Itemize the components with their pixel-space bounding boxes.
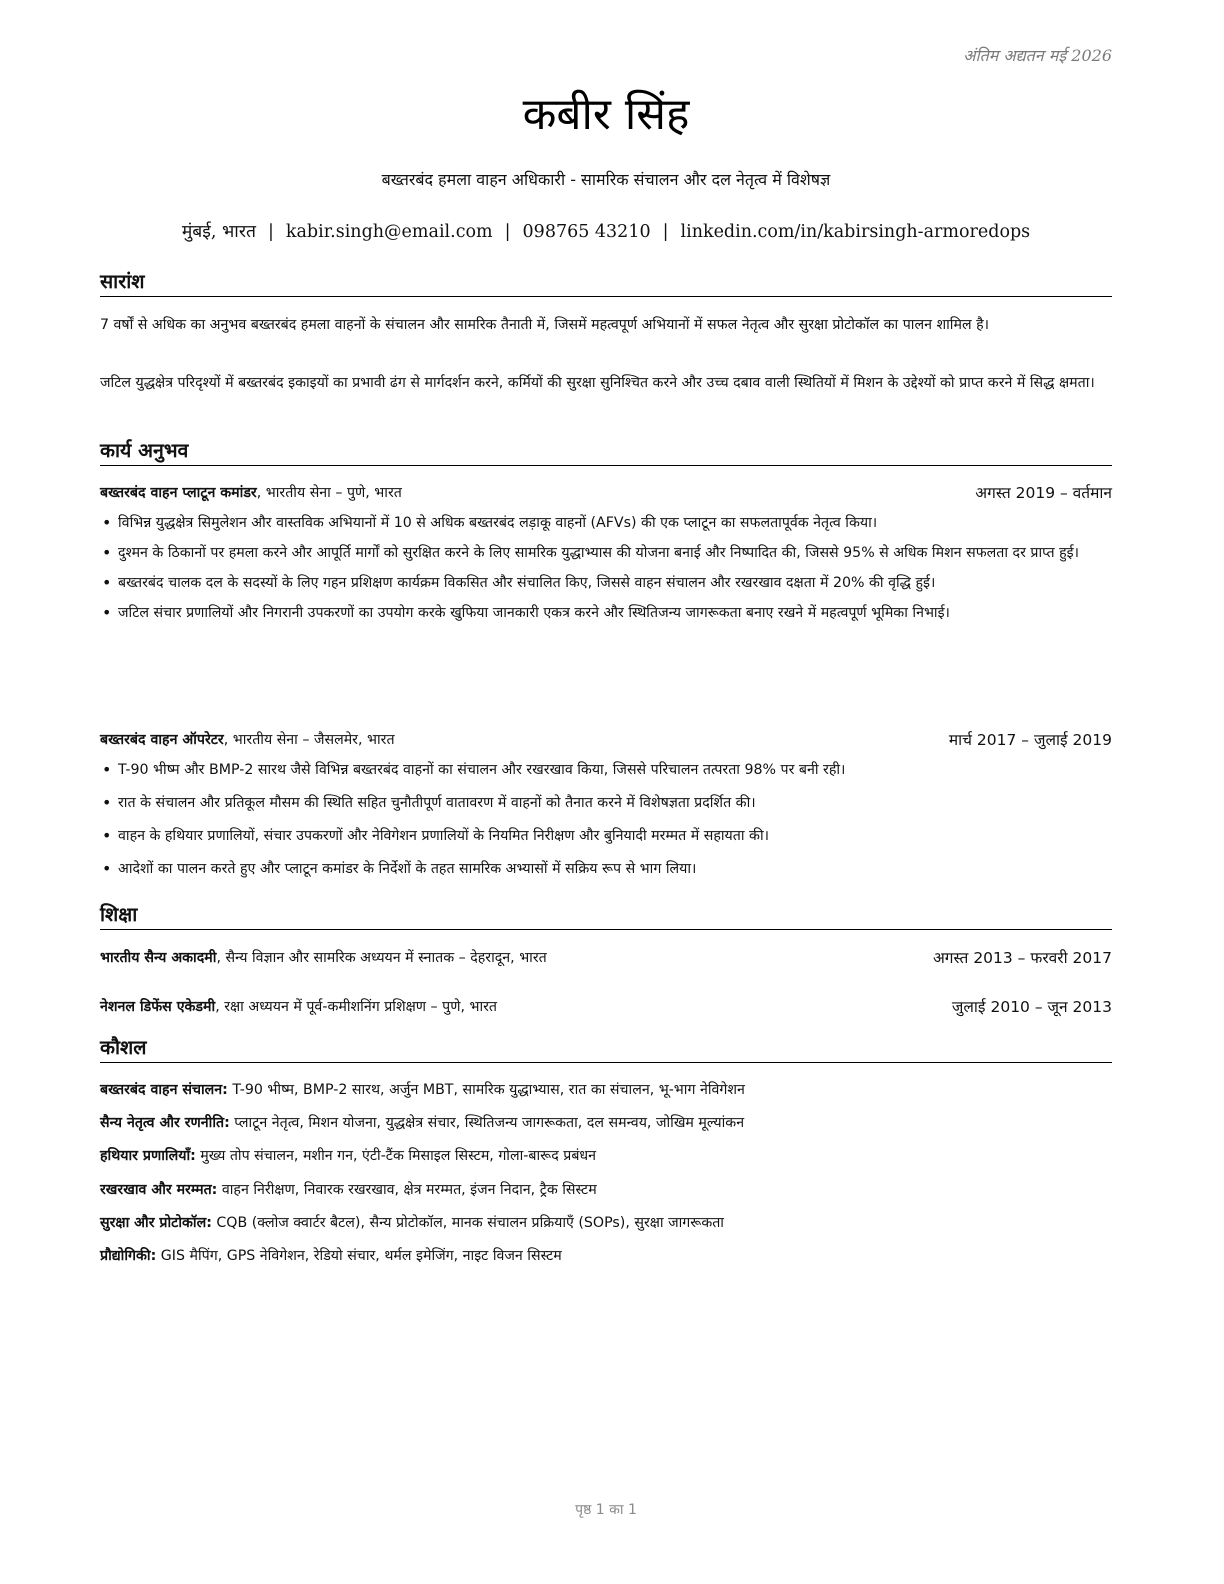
job-bullets [100, 511, 1112, 625]
skill-value: GIS मैपिंग, GPS नेविगेशन, रेडियो संचार, थर्मल इमेजिंग, नाइट विजन सिस्टम [156, 1248, 562, 1264]
job-dates: मार्च 2017 – जुलाई 2019 [948, 731, 1112, 749]
skill-value: CQB (क्लोज क्वार्टर बैटल), सैन्य प्रोटोकॉल, मानक संचालन प्रक्रियाएँ (SOPs), सुरक्षा जागरूकता [211, 1215, 724, 1231]
resume-page [100, 0, 1112, 1584]
education-item [100, 946, 1112, 970]
bullet-item: • वाहन के हथियार प्रणालियों, संचार उपकरणों और नेविगेशन प्रणालियों के नियमित निरीक्षण और बुनियादी मरम्मत में सहायता की। [100, 824, 1112, 848]
bullet-item: • जटिल संचार प्रणालियों और निगरानी उपकरणों का उपयोग करके खुफिया जानकारी एकत्र करने और स्थितिजन्य जागरूकता बनाए रखने में महत्वपूर्ण भूमिका निभाई। [100, 601, 1112, 625]
education-detail: , सैन्य विज्ञान और सामरिक अध्ययन में स्नातक – देहरादून, भारत [216, 950, 547, 966]
last-updated: अंतिम अद्यतन मई 2026 [963, 46, 1112, 65]
summary-paragraph: 7 वर्षों से अधिक का अनुभव बख्तरबंद हमला वाहनों के संचालन और सामरिक तैनाती में, जिसमें महत्वपूर्ण अभियानों में सफल नेतृत्व और सुरक्षा प्रोटोकॉल का पालन शामिल है। [100, 317, 989, 333]
job-org: , भारतीय सेना – जैसलमेर, भारत [223, 732, 395, 748]
job-dates: अगस्त 2019 – वर्तमान [975, 484, 1112, 502]
skill-label: हथियार प्रणालियाँ: [100, 1148, 196, 1164]
skill-line [100, 1175, 1112, 1205]
skill-value: T-90 भीष्म, BMP-2 सारथ, अर्जुन MBT, सामरिक युद्धाभ्यास, रात का संचालन, भू-भाग नेविगेशन [227, 1082, 745, 1098]
skill-label: प्रौद्योगिकी: [100, 1248, 157, 1264]
skill-label: सुरक्षा और प्रोटोकॉल: [100, 1215, 212, 1231]
contact-separator: | [267, 222, 274, 242]
skill-line [100, 1108, 1112, 1138]
bullet-item: • दुश्मन के ठिकानों पर हमला करने और आपूर्ति मार्गों को सुरक्षित करने के लिए सामरिक युद्धाभ्यास की योजना बनाई और निष्पादित की, जिससे 95% से अधिक मिशन सफलता दर प्राप्त हुई। [100, 541, 1112, 565]
education-dates: जुलाई 2010 – जून 2013 [951, 998, 1112, 1016]
skill-label: सैन्य नेतृत्व और रणनीति: [100, 1115, 230, 1131]
skill-line [100, 1075, 1112, 1105]
job-header [100, 481, 1112, 505]
skill-value: प्लाटून नेतृत्व, मिशन योजना, युद्धक्षेत्र संचार, स्थितिजन्य जागरूकता, दल समन्वय, जोखिम मूल्यांकन [229, 1115, 745, 1131]
bullet-item: • रात के संचालन और प्रतिकूल मौसम की स्थिति सहित चुनौतीपूर्ण वातावरण में वाहनों को तैनात करने में विशेषज्ञता प्रदर्शित की। [100, 791, 1112, 815]
education-item [100, 995, 1112, 1019]
education-heading: शिक्षा [100, 901, 1112, 930]
contact-line [100, 219, 1112, 243]
job-bullets [100, 758, 1112, 881]
skill-line [100, 1241, 1112, 1271]
job-header [100, 728, 1112, 752]
education-institution: नेशनल डिफेंस एकेडमी [100, 999, 216, 1015]
contact-separator: | [662, 222, 669, 242]
skill-line [100, 1208, 1112, 1238]
skills-heading: कौशल [100, 1034, 1112, 1063]
experience-heading: कार्य अनुभव [100, 437, 1112, 466]
education-detail: , रक्षा अध्ययन में पूर्व-कमीशनिंग प्रशिक्षण – पुणे, भारत [215, 999, 498, 1015]
bullet-item: • T-90 भीष्म और BMP-2 सारथ जैसे विभिन्न बख्तरबंद वाहनों का संचालन और रखरखाव किया, जिससे परिचालन तत्परता 98% पर बनी रही। [100, 758, 1112, 782]
summary-heading: सारांश [100, 268, 1112, 297]
candidate-name: कबीर सिंह [522, 89, 690, 140]
skill-line [100, 1141, 1112, 1171]
education-institution: भारतीय सैन्य अकादमी [100, 950, 217, 966]
contact-email[interactable]: kabir.singh@email.com [285, 222, 493, 242]
contact-phone[interactable]: 098765 43210 [522, 222, 651, 242]
bullet-item: • आदेशों का पालन करते हुए और प्लाटून कमांडर के निर्देशों के तहत सामरिक अभ्यासों में सक्रिय रूप से भाग लिया। [100, 857, 1112, 881]
contact-location: मुंबई, भारत [181, 222, 256, 242]
job-role: बख्तरबंद वाहन ऑपरेटर [100, 732, 224, 748]
contact-separator: | [504, 222, 511, 242]
bullet-item: • विभिन्न युद्धक्षेत्र सिमुलेशन और वास्तविक अभियानों में 10 से अधिक बख्तरबंद लड़ाकू वाहनों (AFVs) की एक प्लाटून का सफलतापूर्वक नेतृत्व किया। [100, 511, 1112, 535]
skill-value: वाहन निरीक्षण, निवारक रखरखाव, क्षेत्र मरम्मत, इंजन निदान, ट्रैक सिस्टम [217, 1182, 597, 1198]
bullet-item: • बख्तरबंद चालक दल के सदस्यों के लिए गहन प्रशिक्षण कार्यक्रम विकसित और संचालित किए, जिससे वाहन संचालन और रखरखाव दक्षता में 20% की वृद्धि हुई। [100, 571, 1112, 595]
summary-paragraph: जटिल युद्धक्षेत्र परिदृश्यों में बख्तरबंद इकाइयों का प्रभावी ढंग से मार्गदर्शन करने, कर्मियों की सुरक्षा सुनिश्चित करने और उच्च दबाव वाली स्थितियों में मिशन के उद्देश्यों को प्राप्त करने में सिद्ध क्षमता। [100, 375, 1095, 391]
headline: बख्तरबंद हमला वाहन अधिकारी - सामरिक संचालन और दल नेतृत्व में विशेषज्ञ [381, 170, 831, 189]
contact-linkedin[interactable]: linkedin.com/in/kabirsingh-armoredops [680, 222, 1031, 242]
skill-label: बख्तरबंद वाहन संचालन: [100, 1082, 228, 1098]
page-number: पृष्ठ 1 का 1 [575, 1502, 637, 1518]
skill-label: रखरखाव और मरम्मत: [100, 1182, 218, 1198]
job-role: बख्तरबंद वाहन प्लाटून कमांडर [100, 485, 257, 501]
skill-value: मुख्य तोप संचालन, मशीन गन, एंटी-टैंक मिसाइल सिस्टम, गोला-बारूद प्रबंधन [195, 1148, 597, 1164]
job-org: , भारतीय सेना – पुणे, भारत [256, 485, 402, 501]
education-dates: अगस्त 2013 – फरवरी 2017 [932, 949, 1112, 967]
